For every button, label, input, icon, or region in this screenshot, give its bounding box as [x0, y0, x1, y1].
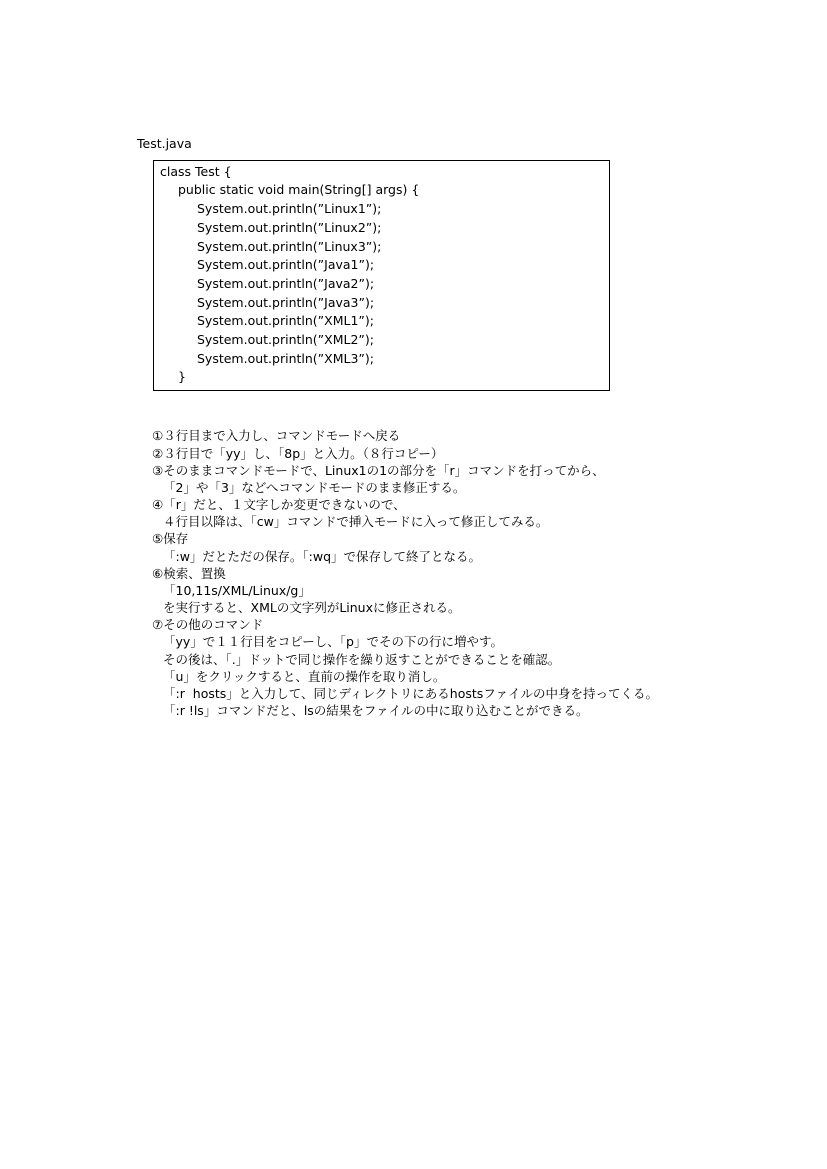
note-line: を実行すると、XMLの文字列がLinuxに修正される。: [163, 600, 461, 615]
code-line: System.out.println(”Linux3”);: [197, 239, 382, 254]
note-line: 「:r hosts」と入力して、同じディレクトリにあるhostsファイルの中身を持ってくる。: [163, 686, 659, 701]
code-line: System.out.println(”Linux1”);: [197, 201, 382, 216]
code-line: public static void main(String[] args) {: [178, 182, 420, 197]
note-line: ⑤保存: [152, 531, 189, 546]
note-line: ④「r」だと、１文字しか変更できないので、: [152, 497, 406, 512]
code-line: System.out.println(”XML1”);: [197, 313, 374, 328]
note-line: ４行目以降は、「cw」コマンドで挿入モードに入って修正してみる。: [163, 514, 549, 529]
note-line: 「u」をクリックすると、直前の操作を取り消し。: [163, 669, 446, 684]
note-line: ①３行目まで入力し、コマンドモードへ戻る: [152, 428, 401, 443]
note-line: その後は、「.」ドットで同じ操作を繰り返すことができることを確認。: [163, 652, 561, 667]
code-box: [153, 160, 610, 391]
code-line: System.out.println(”Linux2”);: [197, 220, 382, 235]
note-line: ⑦その他のコマンド: [152, 617, 264, 632]
note-line: 「:w」だとただの保存。「:wq」で保存して終了となる。: [163, 549, 482, 564]
code-line: }: [178, 369, 186, 384]
code-line: System.out.println(”Java1”);: [197, 257, 375, 272]
note-line: 「:r !ls」コマンドだと、lsの結果をファイルの中に取り込むことができる。: [163, 703, 589, 718]
note-line: 「yy」で１１行目をコピーし、「p」でその下の行に増やす。: [163, 634, 503, 649]
code-line: System.out.println(”XML3”);: [197, 351, 374, 366]
note-line: ③そのままコマンドモードで、Linux1の1の部分を「r」コマンドを打ってから、: [152, 463, 605, 478]
code-line: class Test {: [160, 164, 232, 179]
code-line: System.out.println(”Java3”);: [197, 295, 375, 310]
file-title: Test.java: [137, 136, 192, 151]
note-line: 「10,11s/XML/Linux/g」: [163, 583, 311, 598]
code-line: System.out.println(”XML2”);: [197, 332, 374, 347]
note-line: 「2」や「3」などへコマンドモードのまま修正する。: [163, 480, 466, 495]
note-line: ⑥検索、置換: [152, 566, 226, 581]
code-line: System.out.println(”Java2”);: [197, 276, 375, 291]
note-line: ②３行目で「yy」し、「8p」と入力。（８行コピー）: [152, 446, 444, 461]
